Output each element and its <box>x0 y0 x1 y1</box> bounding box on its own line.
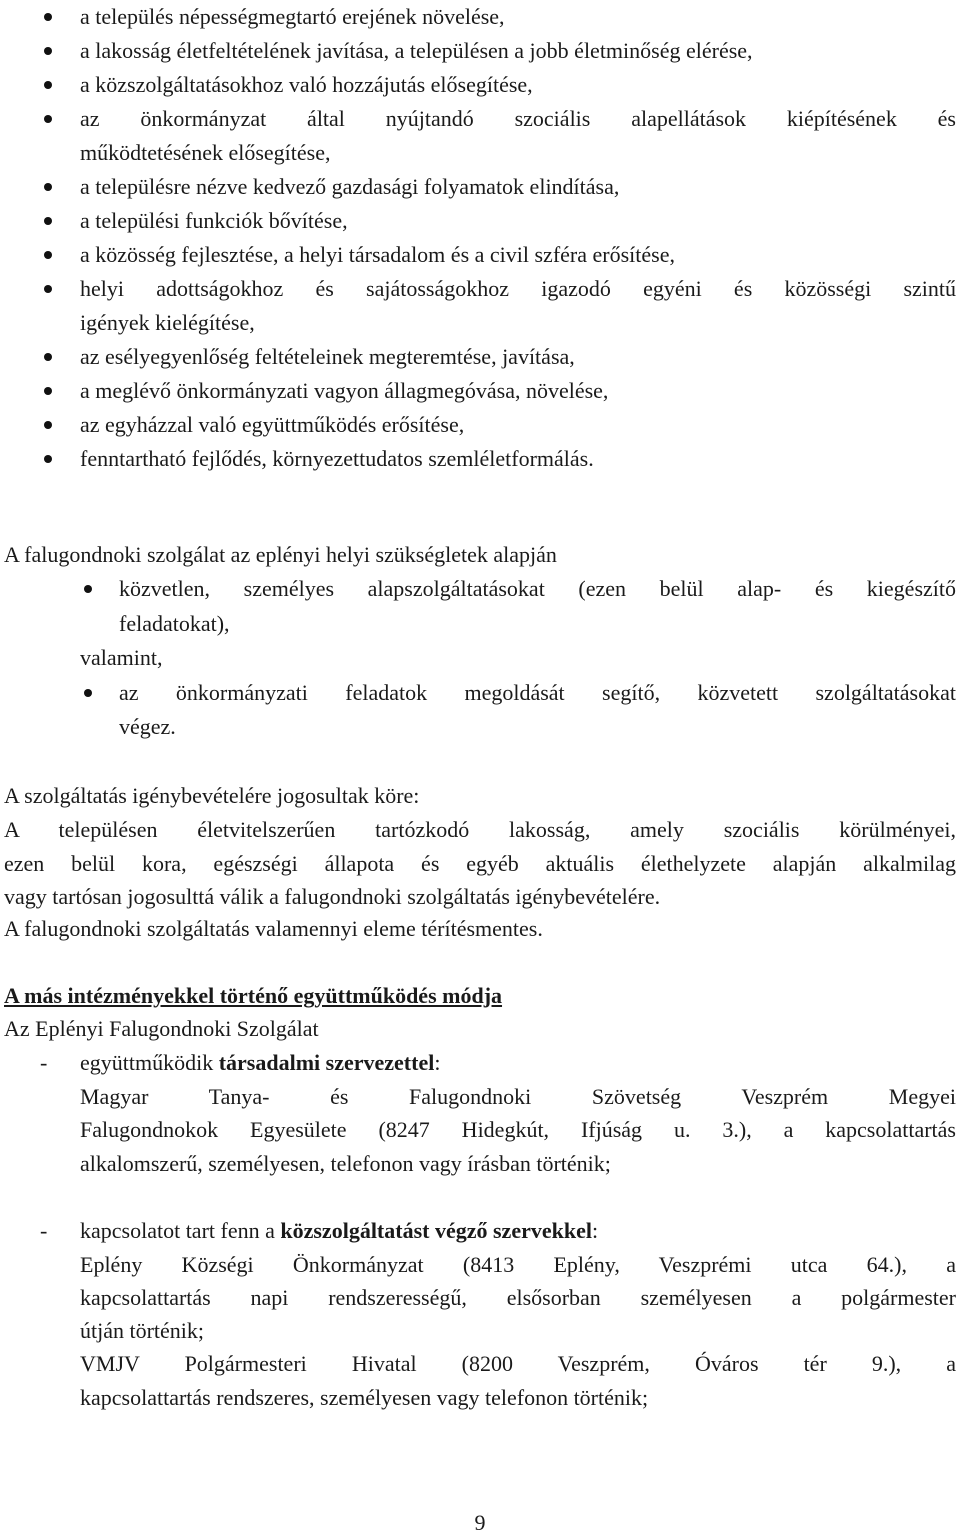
bullet-icon <box>44 455 52 463</box>
list-item-continuation: igények kielégítése, <box>80 310 255 335</box>
list-item-bold: társadalmi szervezettel <box>218 1050 435 1075</box>
list-item: a lakosság életfeltételének javítása, a településen a jobb életminőség elérése, <box>80 38 753 63</box>
bullet-icon <box>44 183 52 191</box>
list-item-bold: közszolgáltatást végző szervekkel <box>280 1218 592 1243</box>
list-item: a településre nézve kedvező gazdasági folyamatok elindítása, <box>80 174 620 199</box>
bullet-icon <box>84 585 92 593</box>
list-item-text: kapcsolatot tart fenn a <box>80 1218 281 1243</box>
bullet-icon <box>44 421 52 429</box>
bullet-icon <box>44 47 52 55</box>
list-item-continuation: végez. <box>119 714 176 739</box>
list-item-continuation: Eplény Községi Önkormányzat (8413 Eplény, Veszprémi utca 64.), a <box>80 1252 956 1277</box>
list-item: az önkormányzati feladatok megoldását segítő, közvetett szolgáltatásokat <box>119 680 956 705</box>
bullet-icon <box>44 353 52 361</box>
list-item-continuation: feladatokat), <box>119 611 230 636</box>
bullet-icon <box>44 285 52 293</box>
section-heading: A más intézményekkel történő együttműködés módja <box>4 983 503 1008</box>
paragraph-line: A településen életvitelszerűen tartózkodó lakosság, amely szociális körülményei, <box>4 817 956 842</box>
list-item: a közszolgáltatásokhoz való hozzájutás elősegítése, <box>80 72 533 97</box>
bullet-icon <box>44 387 52 395</box>
bullet-icon <box>44 81 52 89</box>
list-item-continuation: VMJV Polgármesteri Hivatal (8200 Veszprém, Óváros tér 9.), a <box>80 1351 956 1376</box>
list-item: a település népességmegtartó erejének növelése, <box>80 4 505 29</box>
list-item: a meglévő önkormányzati vagyon állagmegóvása, növelése, <box>80 378 609 403</box>
page-number: 9 <box>474 1510 486 1535</box>
paragraph-line: A falugondnoki szolgálat az eplényi helyi szükségletek alapján <box>4 542 557 567</box>
list-item: a közösség fejlesztése, a helyi társadalom és a civil szféra erősítése, <box>80 242 675 267</box>
list-item-continuation: alkalomszerű, személyesen, telefonon vagy írásban történik; <box>80 1151 611 1176</box>
paragraph-line: vagy tartósan jogosulttá válik a falugondnoki szolgáltatás igénybevételére. <box>4 884 661 909</box>
list-item <box>80 1046 440 1079</box>
list-item-continuation: kapcsolattartás napi rendszerességű, elsősorban személyesen a polgármester <box>80 1285 956 1310</box>
list-item: helyi adottságokhoz és sajátosságokhoz igazodó egyéni és közösségi szintű <box>80 276 956 301</box>
list-item-text: együttműködik <box>80 1050 219 1075</box>
paragraph-line: valamint, <box>80 645 163 670</box>
bullet-icon <box>44 217 52 225</box>
list-item-continuation: Magyar Tanya- és Falugondnoki Szövetség Veszprém Megyei <box>80 1084 956 1109</box>
list-item-text: : <box>591 1218 599 1243</box>
list-item <box>80 1214 598 1247</box>
list-item-continuation: útján történik; <box>80 1318 205 1343</box>
bullet-icon <box>44 13 52 21</box>
bullet-icon <box>84 689 92 697</box>
paragraph-line: A szolgáltatás igénybevételére jogosultak köre: <box>4 783 420 808</box>
list-item: az önkormányzat által nyújtandó szociális alapellátások kiépítésének és <box>80 106 956 131</box>
list-item-continuation: Falugondnokok Egyesülete (8247 Hidegkút, Ifjúság u. 3.), a kapcsolattartás <box>80 1117 956 1142</box>
dash-marker: - <box>40 1218 48 1243</box>
dash-marker: - <box>40 1050 48 1075</box>
bullet-icon <box>44 115 52 123</box>
list-item: fenntartható fejlődés, környezettudatos szemléletformálás. <box>80 446 594 471</box>
paragraph-line: Az Eplényi Falugondnoki Szolgálat <box>4 1016 319 1041</box>
bullet-icon <box>44 251 52 259</box>
list-item: az esélyegyenlőség feltételeinek megteremtése, javítása, <box>80 344 575 369</box>
paragraph-line: ezen belül kora, egészségi állapota és egyéb aktuális élethelyzete alapján alkalmilag <box>4 851 956 876</box>
list-item: a települési funkciók bővítése, <box>80 208 348 233</box>
list-item: közvetlen, személyes alapszolgáltatásokat (ezen belül alap- és kiegészítő <box>119 576 956 601</box>
list-item-continuation: működtetésének elősegítése, <box>80 140 331 165</box>
list-item: az egyházzal való együttműködés erősítése, <box>80 412 465 437</box>
paragraph-line: A falugondnoki szolgáltatás valamennyi eleme térítésmentes. <box>4 916 543 941</box>
list-item-continuation: kapcsolattartás rendszeres, személyesen vagy telefonon történik; <box>80 1385 649 1410</box>
list-item-text: : <box>434 1050 441 1075</box>
